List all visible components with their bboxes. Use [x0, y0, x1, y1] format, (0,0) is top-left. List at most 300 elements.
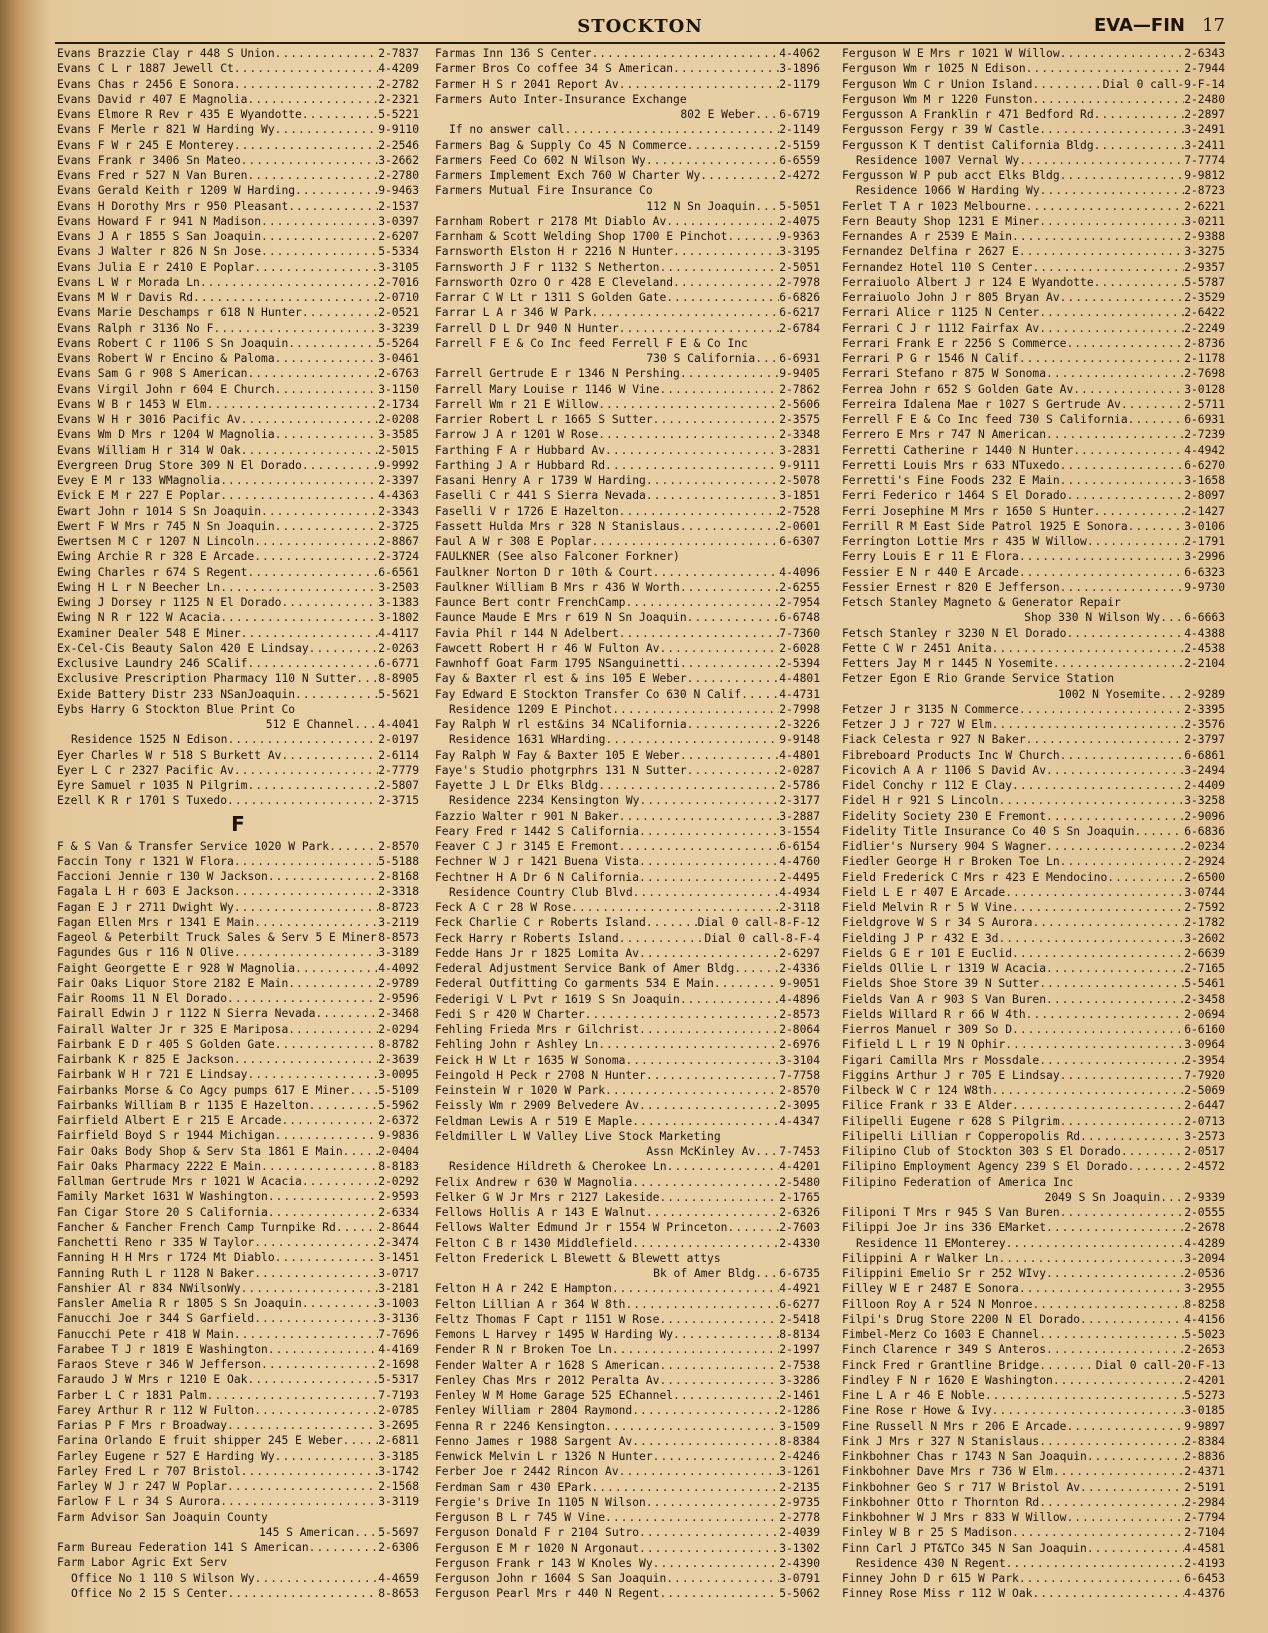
listing-entry	[57, 1296, 419, 1311]
listing-phone: 3-0744	[1184, 885, 1225, 899]
leader-dots	[227, 793, 378, 808]
listing-entry	[57, 244, 419, 259]
listing-name: Evick E M r 227 E Poplar	[57, 489, 221, 503]
listing-phone: 2-8573	[779, 1007, 820, 1021]
listing-entry	[57, 488, 419, 503]
listing-phone: 2-7104	[1184, 1526, 1225, 1540]
leader-dots	[234, 763, 378, 778]
listing-entry	[57, 412, 419, 427]
listing-name: Ferretti Catherine r 1440 N Hunter	[842, 443, 1074, 457]
listing-name: Ferguson Wm r 1025 N Edison	[842, 62, 1026, 76]
listing-phone: 2-2780	[378, 169, 419, 182]
listing-heading	[435, 1251, 820, 1266]
listing-name: Femons L Harvey r 1495 W Harding Wy	[435, 1328, 674, 1341]
listing-name: Fergusson Fergy r 39 W Castle	[842, 123, 1040, 137]
listing-entry	[435, 1327, 820, 1342]
listing-name: Farrell D L Dr 940 N Hunter	[435, 321, 619, 335]
listing-phone: 9-9812	[1184, 169, 1225, 182]
listing-continuation	[435, 107, 820, 122]
listing-entry	[435, 1007, 820, 1022]
listing-entry	[435, 900, 820, 915]
leader-dots	[666, 1571, 779, 1586]
leader-dots	[1060, 1068, 1185, 1083]
listing-phone: 4-4201	[779, 1160, 820, 1174]
listing-phone: 6-6861	[1184, 748, 1225, 762]
leader-dots	[275, 1128, 379, 1143]
leader-dots	[309, 1098, 379, 1113]
listing-phone: 3-1509	[779, 1419, 820, 1433]
listing-phone: 3-2695	[378, 1419, 419, 1432]
listing-name: Fetzer Egon E Rio Grande Service Station	[842, 672, 1115, 686]
leader-dots	[1046, 1220, 1184, 1235]
listing-phone: 3-2955	[1184, 1282, 1225, 1296]
listing-entry	[57, 1006, 419, 1021]
listing-name: Fellows Hollis A r 143 E Walnut	[435, 1206, 646, 1219]
listing-phone: 2-1568	[378, 1480, 419, 1493]
listing-name: Fay Ralph W rl est&ins 34 NCalifornia	[435, 718, 687, 731]
listing-entry	[435, 839, 820, 854]
listing-name: Farey Arthur R r 112 W Fulton	[57, 1403, 255, 1417]
listing-entry	[842, 1114, 1225, 1129]
leader-dots	[1080, 1129, 1184, 1144]
listing-name: Fiedler George H r Broken Toe Ln	[842, 855, 1060, 869]
leader-dots	[1046, 427, 1184, 442]
listing-entry	[435, 580, 820, 595]
listing-name: Ferrill R M East Side Patrol 1925 E Sonora	[842, 519, 1128, 533]
listing-entry	[842, 382, 1225, 397]
leader-dots	[1032, 77, 1102, 92]
listing-entry	[842, 1419, 1225, 1434]
listing-phone: 2-4075	[779, 214, 820, 228]
leader-dots	[1019, 1281, 1184, 1296]
listing-phone: 2-7944	[1184, 62, 1225, 76]
leader-dots	[288, 199, 378, 214]
leader-dots	[992, 717, 1185, 732]
leader-dots	[1046, 992, 1184, 1007]
listing-name: Fender R N r Broken Toe Ln	[435, 1343, 612, 1357]
listing-continuation	[57, 717, 419, 732]
listing-phone: 2-0517	[1184, 1145, 1225, 1158]
listing-name: Ferri Federico r 1464 S El Dorado	[842, 489, 1067, 503]
leader-dots	[639, 1541, 779, 1556]
listing-entry	[57, 763, 419, 778]
listing-entry	[842, 961, 1225, 976]
listing-phone: 2-9289	[1184, 687, 1225, 701]
leader-dots	[619, 321, 780, 336]
listing-name: Fehling Frieda Mrs r Gilchrist	[435, 1023, 640, 1036]
listing-entry	[435, 427, 820, 442]
listing-name: 730 S California	[646, 352, 756, 365]
listing-name: Fernandez Delfina r 2627 E	[842, 245, 1019, 259]
listing-column-2	[435, 46, 820, 1626]
listing-entry	[57, 519, 419, 534]
listing-phone: 9-9051	[779, 977, 820, 991]
listing-entry	[842, 626, 1225, 641]
listing-phone: 6-6826	[779, 291, 820, 304]
leader-dots	[755, 1144, 779, 1159]
listing-name: Ferguson Pearl Mrs r 440 N Regent	[435, 1587, 660, 1601]
listing-name: Evans Julia E r 2410 E Poplar	[57, 260, 255, 274]
listing-entry	[842, 1373, 1225, 1388]
listing-name: Feldmiller L W Valley Live Stock Marketing	[435, 1129, 721, 1143]
listing-phone: 2-3177	[779, 794, 820, 808]
listing-name: Farmers Implement Exch 760 W Charter Wy	[435, 169, 701, 182]
listing-entry	[57, 534, 419, 549]
page-header	[55, 12, 1225, 44]
leader-dots	[1005, 1037, 1184, 1052]
listing-entry	[57, 1540, 419, 1555]
listing-phone: 5-5264	[378, 336, 419, 350]
listing-phone: 2-1734	[378, 397, 419, 411]
leader-dots	[255, 1571, 379, 1586]
listing-phone: 2-2104	[1184, 657, 1225, 670]
listing-phone: 2-3343	[378, 504, 419, 518]
leader-dots	[985, 1388, 1184, 1403]
listing-entry	[435, 961, 820, 976]
listing-entry	[842, 1327, 1225, 1342]
listing-entry	[842, 321, 1225, 336]
listing-entry	[57, 199, 419, 214]
leader-dots	[1066, 336, 1184, 351]
leader-dots	[1053, 1373, 1184, 1388]
listing-name: Findley F N r 1620 E Washington	[842, 1373, 1053, 1387]
listing-entry	[842, 443, 1225, 458]
listing-name: Ferguson Frank r 143 W Knoles Wy	[435, 1556, 653, 1570]
listing-heading	[842, 671, 1225, 686]
listing-entry	[57, 305, 419, 320]
leader-dots	[349, 1083, 378, 1098]
listing-name: Fancher & Fancher French Camp Turnpike Rd	[57, 1220, 336, 1234]
listing-entry	[842, 717, 1225, 732]
listing-entry	[842, 397, 1225, 412]
leader-dots	[1040, 183, 1185, 198]
listing-phone: 2-7538	[779, 1358, 820, 1372]
leader-dots	[714, 976, 779, 991]
listing-entry	[435, 1373, 820, 1388]
listing-entry	[57, 122, 419, 137]
leader-dots	[646, 473, 779, 488]
listing-phone: 2-1537	[378, 199, 419, 213]
leader-dots	[619, 77, 780, 92]
listing-phone: 9-9111	[779, 458, 820, 472]
listing-phone: 2-3118	[779, 901, 820, 914]
listing-entry	[435, 1190, 820, 1205]
listing-name: Fawcett Robert H r 46 W Fulton Av	[435, 641, 660, 655]
listing-name: Farley Eugene r 527 E Harding Wy	[57, 1449, 275, 1463]
listing-name: Farnham & Scott Welding Shop 1700 E Pinchot	[435, 230, 728, 243]
leader-dots	[653, 565, 780, 580]
listing-phone: 2-2321	[378, 92, 419, 106]
listing-name: Fair Oaks Body Shop & Serv Sta 1861 E Main	[57, 1144, 343, 1158]
leader-dots	[1073, 443, 1184, 458]
listing-entry	[57, 61, 419, 76]
listing-phone: 5-5461	[1184, 977, 1225, 991]
listing-phone: 3-2996	[1184, 550, 1225, 564]
listing-name: Farrell Mary Louise r 1146 W Vine	[435, 382, 660, 396]
listing-entry	[435, 1434, 820, 1449]
listing-name: Evans Ralph r 3136 No F	[57, 321, 214, 335]
listing-name: Fawnhoff Goat Farm 1795 NSanguinetti	[435, 657, 680, 670]
listing-name: Evans David r 407 E Magnolia	[57, 92, 248, 106]
listing-name: Ewert F W Mrs r 745 N Sn Joaquin	[57, 519, 275, 533]
listing-entry	[435, 671, 820, 686]
listing-phone: 2-1178	[1184, 352, 1225, 365]
leader-dots	[639, 870, 779, 885]
leader-dots	[1060, 854, 1185, 869]
listing-phone: 3-2094	[1184, 1251, 1225, 1265]
listing-phone: 2-8097	[1184, 489, 1225, 503]
leader-dots	[315, 1006, 378, 1021]
listing-name: Filbeck W C r 124 W8th	[842, 1084, 992, 1097]
leader-dots	[1060, 1205, 1185, 1220]
listing-name: Fidelity Title Insurance Co 40 S Sn Joaquin	[842, 824, 1135, 838]
listing-entry	[57, 900, 419, 915]
leader-dots	[1039, 214, 1184, 229]
listing-phone: 2-2249	[1184, 321, 1225, 335]
listing-name: Fechtner H A Dr 6 N California	[435, 870, 640, 884]
listing-phone: 2-1782	[1184, 916, 1225, 930]
listing-name: Faight Georgette E r 928 W Magnolia	[57, 961, 296, 975]
listing-name: Fayette J L Dr Elks Bldg	[435, 779, 599, 792]
leader-dots	[598, 1037, 779, 1052]
listing-name: Ferguson Wm M r 1220 Funston	[842, 92, 1033, 106]
listing-entry	[435, 412, 820, 427]
leader-dots	[1073, 382, 1184, 397]
leader-dots	[591, 305, 779, 320]
listing-entry	[57, 443, 419, 458]
leader-dots	[1019, 565, 1184, 580]
listing-entry	[57, 1342, 419, 1357]
listing-entry	[57, 351, 419, 366]
listing-name: Faselli V r 1726 E Hazelton	[435, 504, 619, 518]
listing-phone: 2-1427	[1184, 504, 1225, 518]
listing-name: Farabee T J r 1819 E Washington	[57, 1342, 268, 1356]
leader-dots	[207, 397, 379, 412]
listing-phone: 2-5159	[779, 138, 820, 152]
listing-name: Filiponi T Mrs r 945 S Van Buren	[842, 1206, 1060, 1219]
listing-entry	[57, 1205, 419, 1220]
listing-phone: 2-5191	[1184, 1480, 1225, 1494]
listing-phone: 2-2678	[1184, 1221, 1225, 1235]
listing-phone: 2-6306	[378, 1541, 419, 1554]
listing-entry	[842, 885, 1225, 900]
alphabetic-range: EVA—FIN	[1094, 15, 1185, 36]
leader-dots	[1039, 1358, 1096, 1373]
listing-phone: 2-2546	[378, 138, 419, 152]
leader-dots	[639, 946, 779, 961]
listing-name: Evans Robert C r 1106 S Sn Joaquin	[57, 336, 289, 350]
listing-name: Fields Van A r 903 S Van Buren	[842, 992, 1047, 1006]
listing-entry	[842, 1510, 1225, 1525]
listing-phone: 2-9593	[378, 1190, 419, 1204]
listing-name: Farley Fred L r 707 Bristol	[57, 1464, 241, 1478]
listing-phone: 6-6931	[1184, 413, 1225, 426]
leader-dots	[302, 1296, 378, 1311]
listing-name: Ferretti Louis Mrs r 633 NTuxedo	[842, 458, 1060, 472]
leader-dots	[1080, 1480, 1184, 1495]
listing-name: Residence Country Club Blvd	[449, 885, 633, 899]
listing-entry	[842, 1403, 1225, 1418]
listing-name: Fine Russell N Mrs r 206 E Arcade	[842, 1419, 1067, 1433]
listing-name: Fay Edward E Stockton Transfer Co 630 N Calif	[435, 687, 742, 701]
listing-entry	[435, 77, 820, 92]
listing-name: Finch Clarence r 349 S Anteros	[842, 1343, 1047, 1357]
listing-name: Ferraiuolo Albert J r 124 E Wyandotte	[842, 275, 1094, 289]
listing-entry	[435, 1312, 820, 1327]
listing-phone: 2-0234	[1184, 840, 1225, 853]
listing-phone: 6-6453	[1184, 1572, 1225, 1585]
listing-phone: 3-3585	[378, 428, 419, 442]
listing-phone: 9-9363	[779, 230, 820, 243]
listing-phone: 2-8570	[779, 1084, 820, 1097]
listing-phone: 2-7528	[779, 504, 820, 518]
listing-entry	[435, 641, 820, 656]
listing-entry	[435, 915, 820, 930]
leader-dots	[1053, 656, 1184, 671]
leader-dots	[302, 1174, 378, 1189]
listing-entry	[57, 321, 419, 336]
listing-entry	[435, 397, 820, 412]
listing-phone: 7-7774	[1184, 153, 1225, 167]
listing-name: Feissly Wm r 2909 Belvedere Av	[435, 1099, 640, 1113]
listing-phone: 2-7998	[779, 702, 820, 716]
leader-dots	[1019, 351, 1184, 366]
listing-entry	[57, 77, 419, 92]
listing-entry	[435, 1236, 820, 1251]
listing-entry	[435, 1098, 820, 1113]
listing-phone: 4-4760	[779, 855, 820, 869]
listing-name: Ferber Joe r 2442 Rincon Av	[435, 1465, 619, 1479]
listing-phone: 2-4336	[779, 962, 820, 975]
listing-phone: 2-4371	[1184, 1465, 1225, 1479]
listing-continuation	[57, 1525, 419, 1540]
listing-name: Exclusive Prescription Pharmacy 110 N Sutter	[57, 672, 357, 686]
listing-entry	[435, 1114, 820, 1129]
listing-name: Fenley Chas Mrs r 2012 Peralta Av	[435, 1373, 660, 1387]
listing-name: Farm Labor Agric Ext Serv	[57, 1556, 228, 1570]
listing-entry	[57, 107, 419, 122]
leader-dots	[302, 458, 378, 473]
listing-name: Residence 11 EMonterey	[856, 1236, 1006, 1250]
listing-name: Office No 2 15 S Center	[71, 1586, 228, 1600]
leader-dots	[605, 1510, 779, 1525]
leader-dots	[309, 1540, 379, 1555]
listing-phone: 6-6735	[779, 1267, 820, 1280]
listing-phone: 2-3395	[1184, 702, 1225, 716]
listing-entry	[435, 366, 820, 381]
listing-phone: 3-3275	[1184, 245, 1225, 259]
listing-name: Farrar L A r 346 W Park	[435, 306, 592, 320]
listing-name: Residence 430 N Regent	[856, 1556, 1006, 1570]
leader-dots	[1128, 412, 1185, 427]
listing-entry	[435, 626, 820, 641]
leader-dots	[247, 778, 378, 793]
leader-dots	[247, 1372, 378, 1387]
listing-phone: 2-8723	[1184, 184, 1225, 198]
listing-phone: 3-0128	[1184, 382, 1225, 396]
listing-entry	[435, 168, 820, 183]
leader-dots	[247, 92, 378, 107]
listing-name: 112 N Sn Joaquin	[646, 199, 756, 213]
listing-name: Fansler Amelia R r 1805 S Sn Joaquin	[57, 1297, 302, 1310]
leader-dots	[234, 77, 378, 92]
leader-dots	[673, 1327, 779, 1342]
listing-entry	[842, 1541, 1225, 1556]
listing-phone: 3-1261	[779, 1465, 820, 1479]
leader-dots	[220, 610, 378, 625]
listing-phone: 2-8644	[378, 1220, 419, 1234]
listing-name: 512 E Channel	[265, 718, 355, 731]
listing-phone: 2-2653	[1184, 1343, 1225, 1357]
leader-dots	[1060, 46, 1185, 61]
listing-phone: 5-5109	[378, 1083, 419, 1097]
leader-dots	[680, 992, 779, 1007]
leader-dots	[605, 732, 779, 747]
leader-dots	[1046, 1342, 1184, 1357]
listing-phone: 2-8168	[378, 870, 419, 883]
leader-dots	[585, 1007, 780, 1022]
listing-name: Felton Lillian A r 364 W 8th	[435, 1297, 626, 1311]
listing-entry	[435, 46, 820, 61]
listing-name: Filipino Federation of America Inc	[842, 1175, 1074, 1189]
listing-entry	[842, 1297, 1225, 1312]
leader-dots	[288, 976, 378, 991]
leader-dots	[200, 275, 378, 290]
listing-name: Fagan Ellen Mrs r 1341 E Main	[57, 915, 255, 929]
leader-dots	[1039, 122, 1184, 137]
leader-dots	[659, 382, 779, 397]
leader-dots	[1060, 473, 1185, 488]
listing-phone: 2-0263	[378, 641, 419, 655]
listing-name: Federigi V L Pvt r 1619 S Sn Joaquin	[435, 992, 680, 1006]
leader-dots	[275, 427, 379, 442]
listing-entry	[842, 1464, 1225, 1479]
leader-dots	[1121, 397, 1184, 412]
listing-entry	[842, 976, 1225, 991]
listing-phone: 5-5621	[378, 687, 419, 701]
listing-entry	[435, 1342, 820, 1357]
leader-dots	[1019, 244, 1184, 259]
leader-dots	[1032, 1297, 1184, 1312]
leader-dots	[1094, 504, 1185, 519]
leader-dots	[247, 565, 378, 580]
listing-phone: 2-7698	[1184, 367, 1225, 381]
listing-name: Ewertsen M C r 1207 N Lincoln	[57, 535, 255, 548]
listing-entry	[842, 1449, 1225, 1464]
listing-entry	[842, 107, 1225, 122]
listing-phone: 9-9463	[378, 184, 419, 198]
leader-dots	[1060, 290, 1185, 305]
listing-entry	[435, 931, 820, 946]
leader-dots	[1012, 229, 1184, 244]
listing-phone: 2-3715	[378, 794, 419, 808]
leader-dots	[1019, 549, 1184, 564]
listing-entry	[842, 534, 1225, 549]
listing-name: Assn McKinley Av	[646, 1145, 756, 1158]
section-letter: F	[231, 811, 245, 836]
listing-name: Ferry Louis E r 11 E Flora	[842, 550, 1019, 564]
listing-phone: 2-6255	[779, 580, 820, 594]
listing-phone: 2-3576	[1184, 718, 1225, 731]
listing-entry	[435, 122, 820, 137]
listing-name: Fenley William r 2804 Raymond	[435, 1404, 633, 1418]
listing-phone: 2-2782	[378, 77, 419, 91]
listing-entry	[57, 183, 419, 198]
listing-phone: 2-0785	[378, 1403, 419, 1417]
listing-phone: 4-4801	[779, 672, 820, 686]
listing-phone: 2-4538	[1184, 641, 1225, 655]
listing-entry	[435, 595, 820, 610]
